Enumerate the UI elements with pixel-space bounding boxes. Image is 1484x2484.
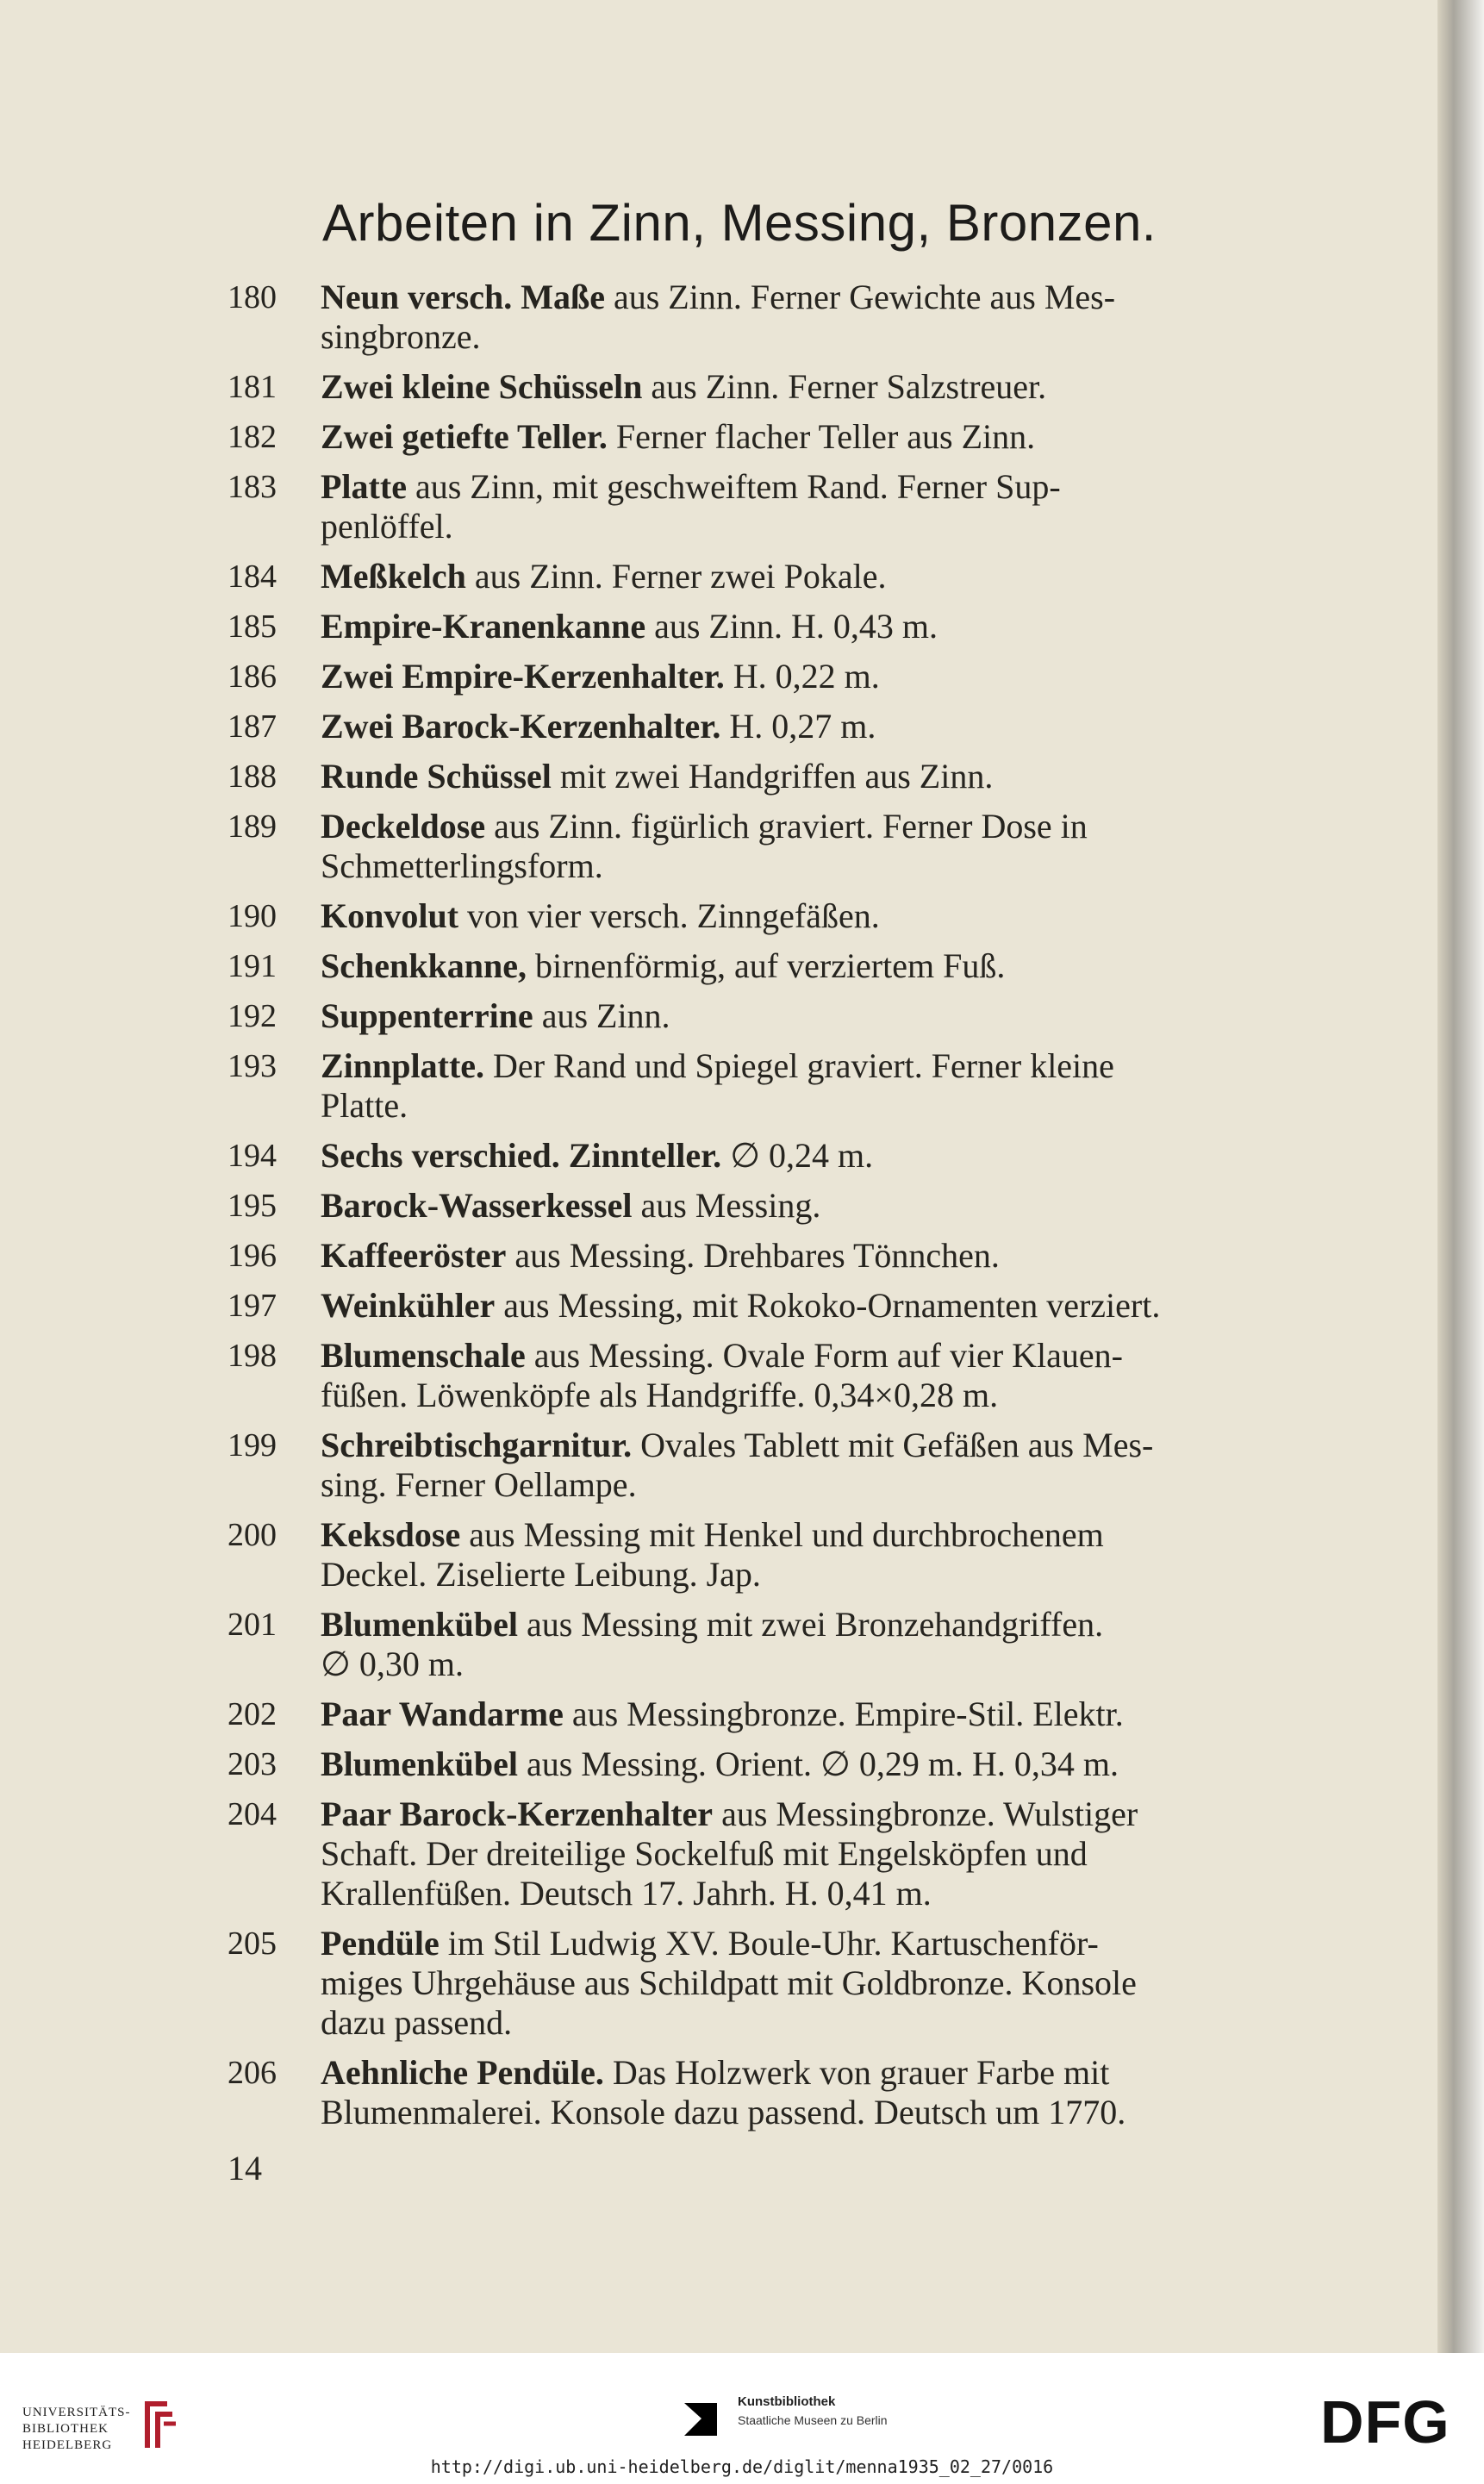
entry-description-line: Schmetterlingsform. xyxy=(321,846,603,885)
entry-heading: Empire-Kranenkanne xyxy=(321,607,646,646)
entry-number: 189 xyxy=(228,808,277,845)
entry-description-line: füßen. Löwenköpfe als Handgriffe. 0,34×0,28 m. xyxy=(321,1376,999,1414)
entry-text xyxy=(321,557,1369,596)
entry-description-line: aus Zinn. Ferner Gewichte aus Mes- xyxy=(604,278,1116,316)
entry-text xyxy=(321,1694,1369,1734)
entry-description-line: Ferner flacher Teller aus Zinn. xyxy=(607,417,1036,456)
entry-number: 185 xyxy=(228,609,277,645)
entry-description-line: Deckel. Ziselierte Leibung. Jap. xyxy=(321,1555,761,1594)
entry-description-line: miges Uhrgehäuse aus Schildpatt mit Goldbronze. Konsole xyxy=(321,1963,1137,2002)
entry-number: 188 xyxy=(228,758,277,795)
entry-description-line: mit zwei Handgriffen aus Zinn. xyxy=(551,757,994,796)
university-line-3: HEIDELBERG xyxy=(22,2438,113,2452)
entry-description-line: aus Zinn. figürlich graviert. Ferner Dose in xyxy=(485,807,1088,846)
entry-number: 186 xyxy=(228,658,277,695)
university-logo-icon xyxy=(138,2398,178,2451)
entry-text xyxy=(321,1136,1369,1176)
entry-text xyxy=(321,807,1369,886)
entry-number: 181 xyxy=(228,369,277,405)
entry-description-line: aus Messing. Ovale Form auf vier Klauen- xyxy=(525,1336,1123,1375)
entry-description-line: aus Messingbronze. Wulstiger xyxy=(713,1794,1138,1833)
entry-description-line: singbronze. xyxy=(321,317,481,356)
page-number: 14 xyxy=(228,2149,262,2188)
entry-heading: Pendüle xyxy=(321,1924,440,1963)
entry-text xyxy=(321,1336,1369,1415)
entry-number: 200 xyxy=(228,1517,277,1553)
entry-description-line: aus Zinn. H. 0,43 m. xyxy=(645,607,938,646)
page-edge-shadow xyxy=(1437,0,1484,2353)
entry-number: 198 xyxy=(228,1338,277,1374)
entry-heading: Keksdose xyxy=(321,1515,461,1554)
entry-description-line: aus Messing mit zwei Bronzehandgriffen. xyxy=(517,1605,1104,1644)
entry-description-line: dazu passend. xyxy=(321,2003,513,2042)
entry-description-line: aus Zinn. Ferner Salzstreuer. xyxy=(642,367,1047,406)
entry-heading: Barock-Wasserkessel xyxy=(321,1186,633,1225)
entry-number: 190 xyxy=(228,898,277,934)
entry-number: 206 xyxy=(228,2055,277,2091)
entry-heading: Weinkühler xyxy=(321,1286,496,1325)
entry-heading: Suppenterrine xyxy=(321,996,533,1035)
entry-heading: Zinnplatte. xyxy=(321,1046,485,1085)
entry-number: 193 xyxy=(228,1048,277,1084)
entry-text xyxy=(321,2053,1369,2132)
entry-heading: Zwei getiefte Teller. xyxy=(321,417,608,456)
university-line-2: BIBLIOTHEK xyxy=(22,2422,109,2436)
entry-heading: Aehnliche Pendüle. xyxy=(321,2053,604,2092)
entry-description-line: Platte. xyxy=(321,1086,408,1125)
entry-number: 180 xyxy=(228,279,277,315)
entry-description-line: Ovales Tablett mit Gefäßen aus Mes- xyxy=(632,1426,1154,1464)
page-title: Arbeiten in Zinn, Messing, Bronzen. xyxy=(322,194,1157,252)
entry-heading: Deckeldose xyxy=(321,807,486,846)
entry-text xyxy=(321,757,1369,796)
entry-number: 196 xyxy=(228,1238,277,1274)
entry-text xyxy=(321,996,1369,1036)
entry-heading: Paar Wandarme xyxy=(321,1694,564,1733)
entry-description-line: aus Zinn, mit geschweiftem Rand. Ferner Sup- xyxy=(406,467,1061,506)
entry-description-line: H. 0,22 m. xyxy=(724,657,880,696)
entry-heading: Zwei kleine Schüsseln xyxy=(321,367,643,406)
entry-text xyxy=(321,1236,1369,1276)
university-library-label xyxy=(22,2405,143,2454)
entry-number: 183 xyxy=(228,469,277,505)
entry-text xyxy=(321,707,1369,746)
entry-description-line: aus Messing. xyxy=(632,1186,821,1225)
entry-number: 199 xyxy=(228,1427,277,1464)
entry-text xyxy=(321,1924,1369,2043)
entry-heading: Sechs verschied. Zinnteller. xyxy=(321,1136,722,1175)
kunstbibliothek-logo-icon xyxy=(681,2393,727,2439)
entry-description-line: birnenförmig, auf verziertem Fuß. xyxy=(526,946,1006,985)
entry-heading: Konvolut xyxy=(321,896,459,935)
kunstbibliothek-subtitle: Staatliche Museen zu Berlin xyxy=(738,2413,888,2427)
entry-number: 204 xyxy=(228,1796,277,1832)
entry-heading: Zwei Barock-Kerzenhalter. xyxy=(321,707,721,746)
entry-heading: Blumenkübel xyxy=(321,1744,518,1783)
entry-text xyxy=(321,467,1369,546)
entry-text xyxy=(321,896,1369,936)
entry-heading: Blumenkübel xyxy=(321,1605,518,1644)
entry-number: 195 xyxy=(228,1188,277,1224)
entry-heading: Schreibtischgarnitur. xyxy=(321,1426,633,1464)
entry-text xyxy=(321,1286,1369,1326)
entry-description-line: im Stil Ludwig XV. Boule-Uhr. Kartuschenför- xyxy=(439,1924,1099,1963)
entry-text xyxy=(321,367,1369,407)
entry-description-line: Krallenfüßen. Deutsch 17. Jahrh. H. 0,41 m. xyxy=(321,1874,932,1913)
entry-number: 197 xyxy=(228,1288,277,1324)
entry-number: 202 xyxy=(228,1696,277,1732)
kunstbibliothek-name: Kunstbibliothek xyxy=(738,2394,836,2409)
entry-text xyxy=(321,1186,1369,1226)
entry-description-line: aus Zinn. xyxy=(533,996,670,1035)
entry-description-line: Der Rand und Spiegel graviert. Ferner kleine xyxy=(484,1046,1114,1085)
entry-number: 203 xyxy=(228,1746,277,1782)
entry-text xyxy=(321,607,1369,646)
entry-number: 194 xyxy=(228,1138,277,1174)
entry-heading: Neun versch. Maße xyxy=(321,278,605,316)
entry-text xyxy=(321,1794,1369,1913)
entry-number: 205 xyxy=(228,1925,277,1962)
entry-description-line: von vier versch. Zinngefäßen. xyxy=(458,896,880,935)
entry-heading: Blumenschale xyxy=(321,1336,526,1375)
dfg-logo: DFG xyxy=(1320,2388,1450,2456)
entry-number: 187 xyxy=(228,708,277,745)
entry-number: 191 xyxy=(228,948,277,984)
entry-description-line: Blumenmalerei. Konsole dazu passend. Deutsch um 1770. xyxy=(321,2093,1126,2131)
entry-heading: Schenkkanne, xyxy=(321,946,527,985)
entry-description-line: aus Messingbronze. Empire-Stil. Elektr. xyxy=(563,1694,1124,1733)
entry-description-line: aus Messing, mit Rokoko-Ornamenten verziert. xyxy=(495,1286,1161,1325)
entry-description-line: aus Messing mit Henkel und durchbrochenem xyxy=(460,1515,1104,1554)
entry-description-line: aus Zinn. Ferner zwei Pokale. xyxy=(465,557,887,596)
entry-heading: Runde Schüssel xyxy=(321,757,552,796)
entry-heading: Meßkelch xyxy=(321,557,466,596)
entry-description-line: penlöffel. xyxy=(321,507,453,546)
entry-text xyxy=(321,946,1369,986)
entry-text xyxy=(321,417,1369,457)
entry-description-line: ∅ 0,30 m. xyxy=(321,1645,464,1683)
entry-text xyxy=(321,1744,1369,1784)
entry-description-line: aus Messing. Orient. ∅ 0,29 m. H. 0,34 m. xyxy=(517,1744,1119,1783)
university-line-1: UNIVERSITÄTS- xyxy=(22,2406,131,2419)
entry-number: 201 xyxy=(228,1607,277,1643)
entry-text xyxy=(321,1046,1369,1126)
entry-text xyxy=(321,278,1369,357)
entry-number: 192 xyxy=(228,998,277,1034)
entry-description-line: Schaft. Der dreiteilige Sockelfuß mit Engelsköpfen und xyxy=(321,1834,1088,1873)
entry-heading: Kaffeeröster xyxy=(321,1236,507,1275)
entry-heading: Paar Barock-Kerzenhalter xyxy=(321,1794,714,1833)
entry-description-line: H. 0,27 m. xyxy=(720,707,876,746)
entry-description-line: aus Messing. Drehbares Tönnchen. xyxy=(506,1236,1000,1275)
document-url-link[interactable]: http://digi.ub.uni-heidelberg.de/diglit/menna1935_02_27/0016 xyxy=(430,2456,1054,2477)
entry-heading: Zwei Empire-Kerzenhalter. xyxy=(321,657,725,696)
entry-text xyxy=(321,1515,1369,1595)
entry-description-line: Das Holzwerk von grauer Farbe mit xyxy=(603,2053,1110,2092)
entry-description-line: ∅ 0,24 m. xyxy=(721,1136,874,1175)
entry-text xyxy=(321,1426,1369,1505)
entry-number: 184 xyxy=(228,559,277,595)
entry-number: 182 xyxy=(228,419,277,455)
entry-text xyxy=(321,1605,1369,1684)
entry-description-line: sing. Ferner Oellampe. xyxy=(321,1465,637,1504)
entry-heading: Platte xyxy=(321,467,407,506)
entry-text xyxy=(321,657,1369,696)
